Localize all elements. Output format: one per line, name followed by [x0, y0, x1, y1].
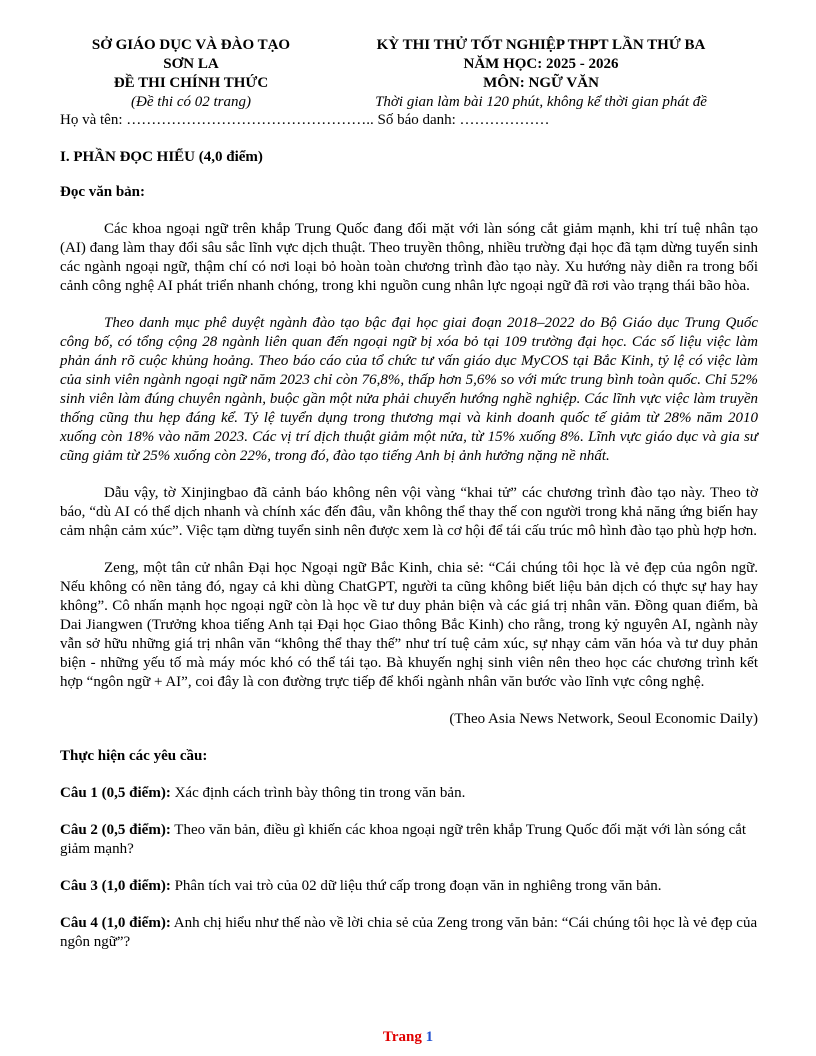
- header-right-block: [360, 36, 722, 112]
- header-left-block: [60, 36, 322, 112]
- school-year: NĂM HỌC: 2025 - 2026: [463, 56, 619, 72]
- question-2-label: Câu 2 (0,5 điểm):: [60, 822, 171, 838]
- passage-paragraph-3: Dẫu vậy, tờ Xinjingbao đã cảnh báo không nên vội vàng “khai tử” các chương trình đào tạo này. Theo tờ báo, “dù AI có thể dịch nhanh và chính xác đến đâu, vẫn không thể thay thế con người trong khả năng ứng biến hay cảm nhận cảm xúc”. Việc tạm dừng tuyển sinh nên được xem là cơ hội để tái cấu trúc mô hình đào tạo phù hợp hơn.: [60, 485, 758, 539]
- passage-paragraph-2-italic: Theo danh mục phê duyệt ngành đào tạo bậc đại học giai đoạn 2018–2022 do Bộ Giáo dục Trung Quốc công bố, có tổng cộng 28 ngành liên quan đến ngoại ngữ bị xóa bỏ tại 109 trường đại học. Các số liệu việc làm phản ánh rõ cuộc khủng hoảng. Theo báo cáo của tổ chức tư vấn giáo dục MyCOS tại Bắc Kinh, tỷ lệ có việc làm của sinh viên ngành ngoại ngữ năm 2023 chỉ còn 76,8%, thấp hơn 5,6% so với mức trung bình toàn quốc. Chỉ 52% sinh viên làm đúng chuyên ngành, buộc gần một nửa phải chuyển hướng nghề nghiệp. Các lĩnh vực việc làm truyền thống cũng thu hẹp đáng kể. Tỷ lệ tuyển dụng trong thương mại và kinh doanh quốc tế giảm từ 28% năm 2010 xuống còn 18% vào năm 2023. Các vị trí dịch thuật giảm một nửa, từ 15% xuống 8%. Lĩnh vực giáo dục và gia sư cũng giảm từ 25% xuống còn 22%, trong đó, đào tạo tiếng Anh bị ảnh hưởng nặng nề nhất.: [60, 315, 758, 464]
- passage-source: (Theo Asia News Network, Seoul Economic Daily): [449, 711, 758, 727]
- exam-title: KỲ THI THỬ TỐT NGHIỆP THPT LẦN THỨ BA: [376, 37, 706, 53]
- question-3: [60, 877, 758, 896]
- question-2-text: Theo văn bản, điều gì khiến các khoa ngoại ngữ trên khắp Trung Quốc đối mặt với làn sóng cắt giảm mạnh?: [60, 822, 747, 857]
- question-4-text: Anh chị hiểu như thế nào về lời chia sẻ của Zeng trong văn bản: “Cái chúng tôi học là vẻ đẹp của ngôn ngữ”?: [60, 915, 758, 950]
- question-3-label: Câu 3 (1,0 điểm):: [60, 878, 171, 894]
- exam-header: [60, 36, 760, 120]
- section-title: I. PHẦN ĐỌC HIỂU (4,0 điểm): [60, 149, 263, 165]
- time-note: Thời gian làm bài 120 phút, không kể thời gian phát đề: [375, 94, 707, 110]
- exam-content: [60, 148, 758, 952]
- subject-name: MÔN: NGỮ VĂN: [483, 75, 599, 91]
- read-heading: Đọc văn bản:: [60, 184, 146, 200]
- question-2: [60, 821, 758, 859]
- tasks-heading: Thực hiện các yêu cầu:: [60, 748, 208, 764]
- passage-paragraph-1: Các khoa ngoại ngữ trên khắp Trung Quốc đang đối mặt với làn sóng cắt giảm mạnh, khi trí tuệ nhân tạo (AI) đang làm thay đổi sâu sắc lĩnh vực dịch thuật. Theo truyền thông, nhiều trường đại học đã tạm dừng tuyển sinh các ngành ngoại ngữ, thậm chí có nơi loại bỏ hoàn toàn chương trình đào tạo này. Xu hướng này diễn ra trong bối cảnh công nghệ AI phát triển nhanh chóng, trong khi nguồn cung nhân lực ngoại ngữ đã rơi vào trạng thái bão hòa.: [60, 221, 758, 294]
- question-1-label: Câu 1 (0,5 điểm):: [60, 785, 171, 801]
- question-1: [60, 784, 758, 803]
- question-1-text: Xác định cách trình bày thông tin trong văn bản.: [170, 785, 466, 801]
- page-footer: [0, 1028, 816, 1047]
- question-4-label: Câu 4 (1,0 điểm):: [60, 915, 171, 931]
- question-4: [60, 914, 758, 952]
- question-3-text: Phân tích vai trò của 02 dữ liệu thứ cấp trong đoạn văn in nghiêng trong văn bản.: [170, 878, 662, 894]
- province-name: SƠN LA: [163, 56, 219, 72]
- passage-paragraph-4: Zeng, một tân cử nhân Đại học Ngoại ngữ Bắc Kinh, chia sẻ: “Cái chúng tôi học là vẻ đẹp của ngôn ngữ. Nếu không có nền tảng đó, ngay cả khi dùng ChatGPT, người ta cũng không biết liệu bản dịch có thực sự hay hay không”. Cô nhấn mạnh học ngoại ngữ còn là học về tư duy phản biện và các giá trị nhân văn. Đồng quan điểm, bà Dai Jiangwen (Trưởng khoa tiếng Anh tại Đại học Giao thông Bắc Kinh) cho rằng, trong kỷ nguyên AI, ngành này vẫn sở hữu những giá trị nhân văn “không thể thay thế” như trí tuệ cảm xúc, sự nhạy cảm văn hóa và tư duy phản biện - những yếu tố mà máy móc khó có thể tái tạo. Bà khuyến nghị sinh viên nên theo học các chương trình kết hợp “ngôn ngữ + AI”, coi đây là con đường trực tiếp để khối ngành nhân văn bước vào lĩnh vực công nghệ.: [60, 560, 758, 690]
- department-name: SỞ GIÁO DỤC VÀ ĐÀO TẠO: [91, 37, 291, 53]
- page-word: Trang: [382, 1029, 422, 1045]
- page-count-note: (Đề thi có 02 trang): [131, 94, 251, 110]
- page-number: 1: [425, 1029, 434, 1045]
- official-exam-label: ĐỀ THI CHÍNH THỨC: [113, 75, 269, 91]
- student-info-line: Họ và tên: ………………………………………….. Số báo danh: ………………: [60, 112, 550, 128]
